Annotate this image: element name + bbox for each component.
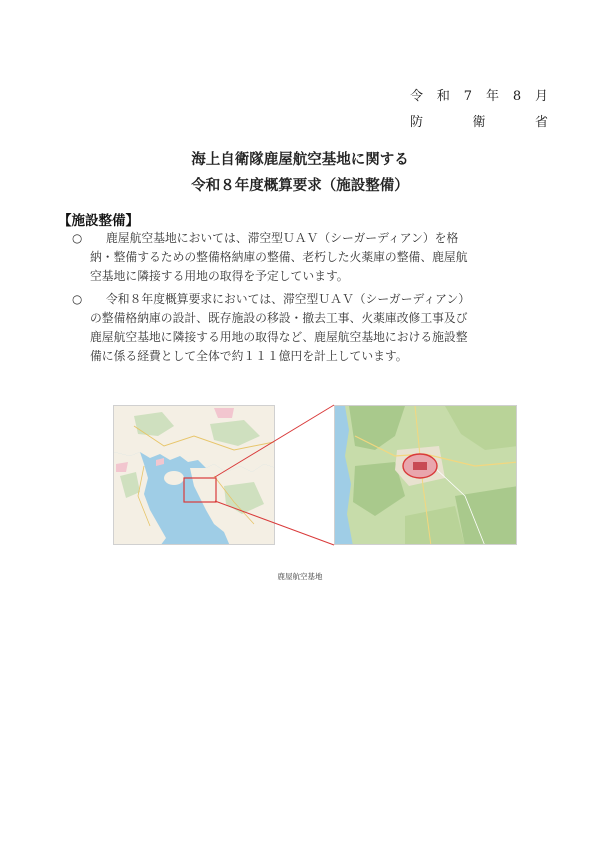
bullet-circle-icon: ○	[72, 231, 83, 245]
date-char: 和	[436, 89, 452, 104]
paragraph-line: の整備格納庫の設計、既存施設の移設・撤去工事、火薬庫改修工事及び	[90, 311, 468, 325]
title-line-2: 令和８年度概算要求（施設整備）	[191, 178, 409, 194]
paragraph-line: 納・整備するための整備格納庫の整備、老朽した火薬庫の整備、鹿屋航	[90, 250, 468, 264]
ministry-line	[410, 110, 550, 136]
overview-map	[113, 405, 275, 545]
paragraph-line: 令和８年度概算要求においては、滞空型ＵＡＶ（シーガーディアン）	[106, 292, 471, 306]
section-header: 【施設整備】	[58, 213, 139, 229]
date-char: 年	[485, 89, 501, 104]
ministry-char: 防	[410, 115, 426, 130]
paragraph-line: 備に係る経費として全体で約１１１億円を計上しています。	[90, 349, 408, 363]
paragraph-line: 鹿屋航空基地に隣接する用地の取得など、鹿屋航空基地における施設整	[90, 330, 468, 344]
date-char: 7	[463, 89, 475, 104]
figure-caption: 鹿屋航空基地	[277, 572, 323, 581]
overview-map-image	[114, 406, 275, 545]
date-char: 月	[534, 89, 550, 104]
paragraph-line: 空基地に隣接する用地の取得を予定しています。	[90, 269, 349, 283]
document-title	[0, 147, 600, 199]
paragraph-1	[72, 229, 552, 286]
paragraph-2	[72, 290, 552, 366]
date-char: 8	[512, 89, 524, 104]
bullet-circle-icon: ○	[72, 292, 83, 306]
paragraph-line: 鹿屋航空基地においては、滞空型ＵＡＶ（シーガーディアン）を格	[106, 231, 459, 245]
date-block	[410, 84, 550, 136]
detail-map-image	[335, 406, 517, 545]
date-line	[410, 84, 550, 110]
ministry-char: 省	[534, 115, 550, 130]
date-char: 令	[410, 89, 426, 104]
ministry-char: 衛	[472, 115, 488, 130]
detail-map	[334, 405, 517, 545]
title-line-1: 海上自衛隊鹿屋航空基地に関する	[191, 152, 409, 168]
